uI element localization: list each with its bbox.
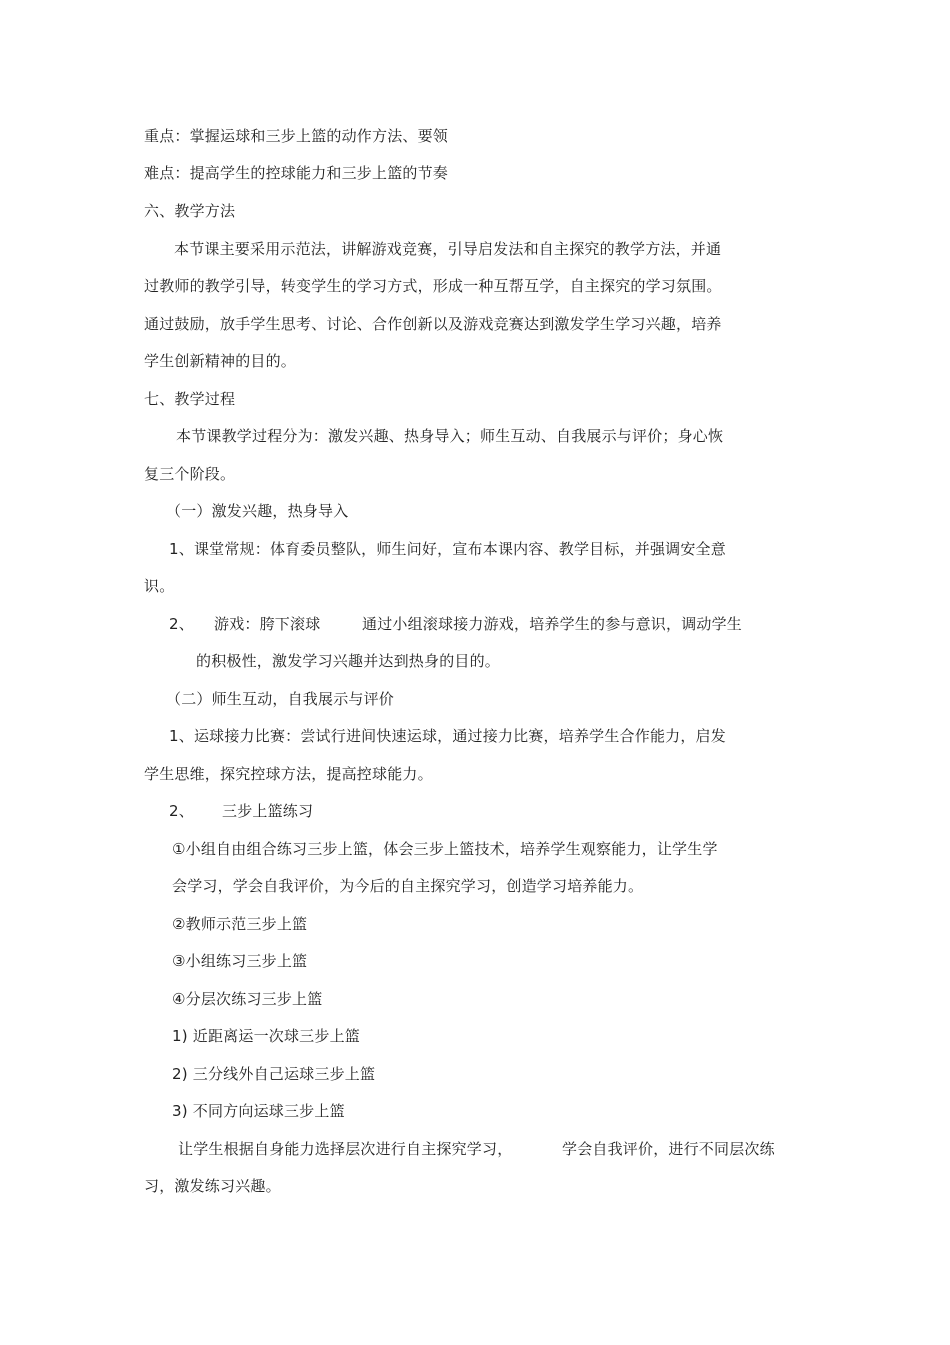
difficulty-line: 难点：提高学生的控球能力和三步上篮的节奏 bbox=[144, 164, 449, 182]
list-item-text: 通过小组滚球接力游戏，培养学生的参与意识，调动学生 bbox=[362, 615, 743, 633]
subsection-heading: （二）师生互动，自我展示与评价 bbox=[166, 690, 395, 708]
subsection-heading: （一）激发兴趣，热身导入 bbox=[166, 502, 349, 520]
list-item-text: ②教师示范三步上篮 bbox=[172, 915, 308, 933]
paragraph-line: 识。 bbox=[144, 577, 175, 595]
key-point-line: 重点：掌握运球和三步上篮的动作方法、要领 bbox=[144, 127, 449, 145]
list-item-text: 2) 三分线外自己运球三步上篮 bbox=[172, 1065, 376, 1083]
paragraph-line: 过教师的教学引导，转变学生的学习方式，形成一种互帮互学，自主探究的学习氛围。 bbox=[144, 277, 722, 295]
paragraph-line: 本节课主要采用示范法，讲解游戏竞赛，引导启发法和自主探究的教学方法，并通 bbox=[174, 240, 722, 258]
list-item-text: ④分层次练习三步上篮 bbox=[172, 990, 323, 1008]
paragraph-line: 1、课堂常规：体育委员整队，师生问好，宣布本课内容、教学目标，并强调安全意 bbox=[169, 540, 726, 558]
list-item-text: 1) 近距离运一次球三步上篮 bbox=[172, 1027, 360, 1045]
paragraph-line: 通过鼓励，放手学生思考、讨论、合作创新以及游戏竞赛达到激发学生学习兴趣，培养 bbox=[144, 315, 722, 333]
list-item-title: 游戏：胯下滚球 bbox=[214, 615, 321, 633]
list-item-text: ③小组练习三步上篮 bbox=[172, 952, 308, 970]
section-heading-methods: 六、教学方法 bbox=[144, 202, 236, 220]
paragraph-line: 习，激发练习兴趣。 bbox=[144, 1177, 281, 1195]
paragraph-line: 让学生根据自身能力选择层次进行自主探究学习， bbox=[178, 1140, 513, 1158]
paragraph-line: 本节课教学过程分为：激发兴趣、热身导入；师生互动、自我展示与评价；身心恢 bbox=[176, 427, 724, 445]
list-item-text: 3) 不同方向运球三步上篮 bbox=[172, 1102, 345, 1120]
list-item-text: ①小组自由组合练习三步上篮，体会三步上篮技术，培养学生观察能力，让学生学 bbox=[172, 840, 718, 858]
list-item-title: 三步上篮练习 bbox=[222, 802, 314, 820]
paragraph-line: 1、运球接力比赛：尝试行进间快速运球，通过接力比赛，培养学生合作能力，启发 bbox=[169, 727, 726, 745]
list-number: 2、 bbox=[169, 802, 194, 820]
list-item-text: 的积极性，激发学习兴趣并达到热身的目的。 bbox=[196, 652, 501, 670]
paragraph-line: 学会自我评价，进行不同层次练 bbox=[562, 1140, 775, 1158]
paragraph-line: 复三个阶段。 bbox=[144, 465, 236, 483]
paragraph-line: 学生思维，探究控球方法，提高控球能力。 bbox=[144, 765, 433, 783]
list-item-text: 会学习，学会自我评价，为今后的自主探究学习，创造学习培养能力。 bbox=[172, 877, 644, 895]
paragraph-line: 学生创新精神的目的。 bbox=[144, 352, 297, 370]
section-heading-process: 七、教学过程 bbox=[144, 390, 236, 408]
list-number: 2、 bbox=[169, 615, 194, 633]
